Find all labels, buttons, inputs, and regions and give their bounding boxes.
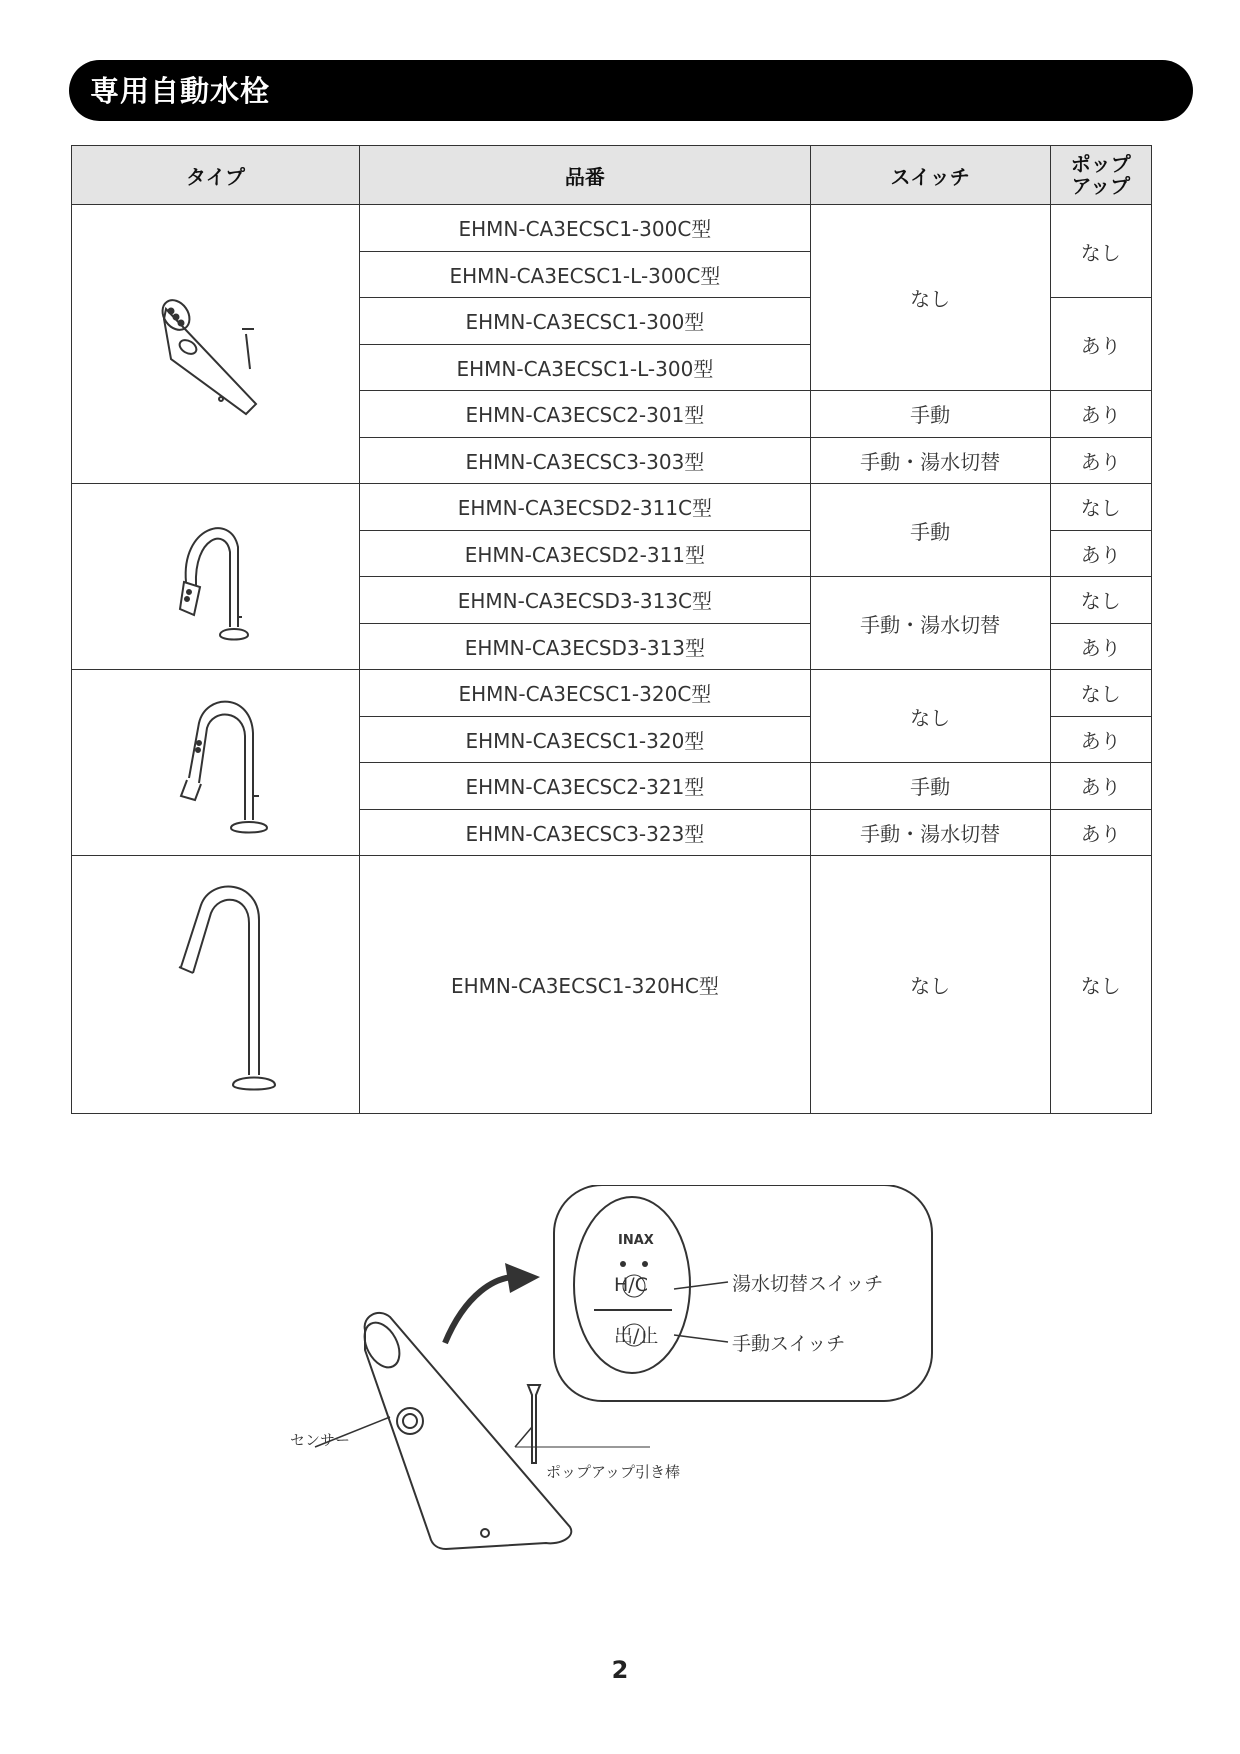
- switch-cell: 手動: [810, 484, 1050, 577]
- faucet-type-2-image: [72, 484, 360, 670]
- table-header-row: [72, 146, 1152, 205]
- popup-cell: あり: [1050, 623, 1151, 670]
- switch-cell: 手動・湯水切替: [810, 809, 1050, 856]
- popup-cell: あり: [1050, 298, 1151, 391]
- model-cell: EHMN-CA3ECSC1-300C型: [360, 205, 811, 252]
- section-title: 専用自動水栓: [90, 74, 271, 108]
- product-table: [71, 145, 1152, 1114]
- model-cell: EHMN-CA3ECSC1-L-300C型: [360, 251, 811, 298]
- header-model: 品番: [360, 146, 811, 205]
- popup-cell: あり: [1050, 716, 1151, 763]
- header-type: タイプ: [72, 146, 360, 205]
- section-title-bar: [69, 60, 1193, 121]
- popup-cell: あり: [1050, 530, 1151, 577]
- model-cell: EHMN-CA3ECSD3-313C型: [360, 577, 811, 624]
- faucet-type-1-image: [72, 205, 360, 484]
- switch-cell: なし: [810, 205, 1050, 391]
- gooseneck-faucet-icon: [156, 507, 276, 647]
- model-cell: EHMN-CA3ECSC3-323型: [360, 809, 811, 856]
- popup-cell: なし: [1050, 484, 1151, 531]
- table-row: [72, 484, 1152, 531]
- popup-cell: あり: [1050, 763, 1151, 810]
- brand-label: INAX: [618, 1233, 654, 1248]
- faucet-type-3-image: [72, 670, 360, 856]
- model-cell: EHMN-CA3ECSC2-321型: [360, 763, 811, 810]
- model-cell: EHMN-CA3ECSC2-301型: [360, 391, 811, 438]
- model-cell: EHMN-CA3ECSD2-311型: [360, 530, 811, 577]
- faucet-type-4-image: [72, 856, 360, 1114]
- switch-cell: 手動・湯水切替: [810, 577, 1050, 670]
- sensor-label: センサー: [290, 1431, 351, 1449]
- model-cell: EHMN-CA3ECSC1-320C型: [360, 670, 811, 717]
- tall-faucet-icon: [151, 875, 281, 1095]
- page-number: 2: [611, 1656, 629, 1684]
- manual-switch-label: 手動スイッチ: [732, 1333, 846, 1355]
- model-cell: EHMN-CA3ECSD3-313型: [360, 623, 811, 670]
- switch-cell: なし: [810, 856, 1050, 1114]
- popup-cell: なし: [1050, 205, 1151, 298]
- header-popup: ポップ アップ: [1050, 146, 1151, 205]
- popup-cell: あり: [1050, 391, 1151, 438]
- switch-cell: 手動: [810, 391, 1050, 438]
- switch-cell: 手動: [810, 763, 1050, 810]
- switch-cell: なし: [810, 670, 1050, 763]
- table-row: [72, 670, 1152, 717]
- model-cell: EHMN-CA3ECSC1-L-300型: [360, 344, 811, 391]
- popup-cell: なし: [1050, 856, 1151, 1114]
- popup-rod-label: ポップアップ引き棒: [546, 1463, 680, 1481]
- header-switch: スイッチ: [810, 146, 1050, 205]
- stop-label: 出/止: [614, 1325, 659, 1347]
- model-cell: EHMN-CA3ECSC3-303型: [360, 437, 811, 484]
- hc-label: H/C: [614, 1274, 648, 1296]
- popup-cell: あり: [1050, 437, 1151, 484]
- model-cell: EHMN-CA3ECSC1-300型: [360, 298, 811, 345]
- table-row: [72, 205, 1152, 252]
- hot-cold-switch-label: 湯水切替スイッチ: [732, 1273, 884, 1295]
- popup-cell: あり: [1050, 809, 1151, 856]
- model-cell: EHMN-CA3ECSC1-320型: [360, 716, 811, 763]
- faucet-detail-diagram: [270, 1185, 970, 1585]
- popup-cell: なし: [1050, 670, 1151, 717]
- straight-faucet-icon: [146, 269, 286, 419]
- model-cell: EHMN-CA3ECSD2-311C型: [360, 484, 811, 531]
- curved-spout-faucet-icon: [151, 688, 281, 838]
- popup-cell: なし: [1050, 577, 1151, 624]
- model-cell: EHMN-CA3ECSC1-320HC型: [360, 856, 811, 1114]
- table-row: [72, 856, 1152, 1114]
- switch-cell: 手動・湯水切替: [810, 437, 1050, 484]
